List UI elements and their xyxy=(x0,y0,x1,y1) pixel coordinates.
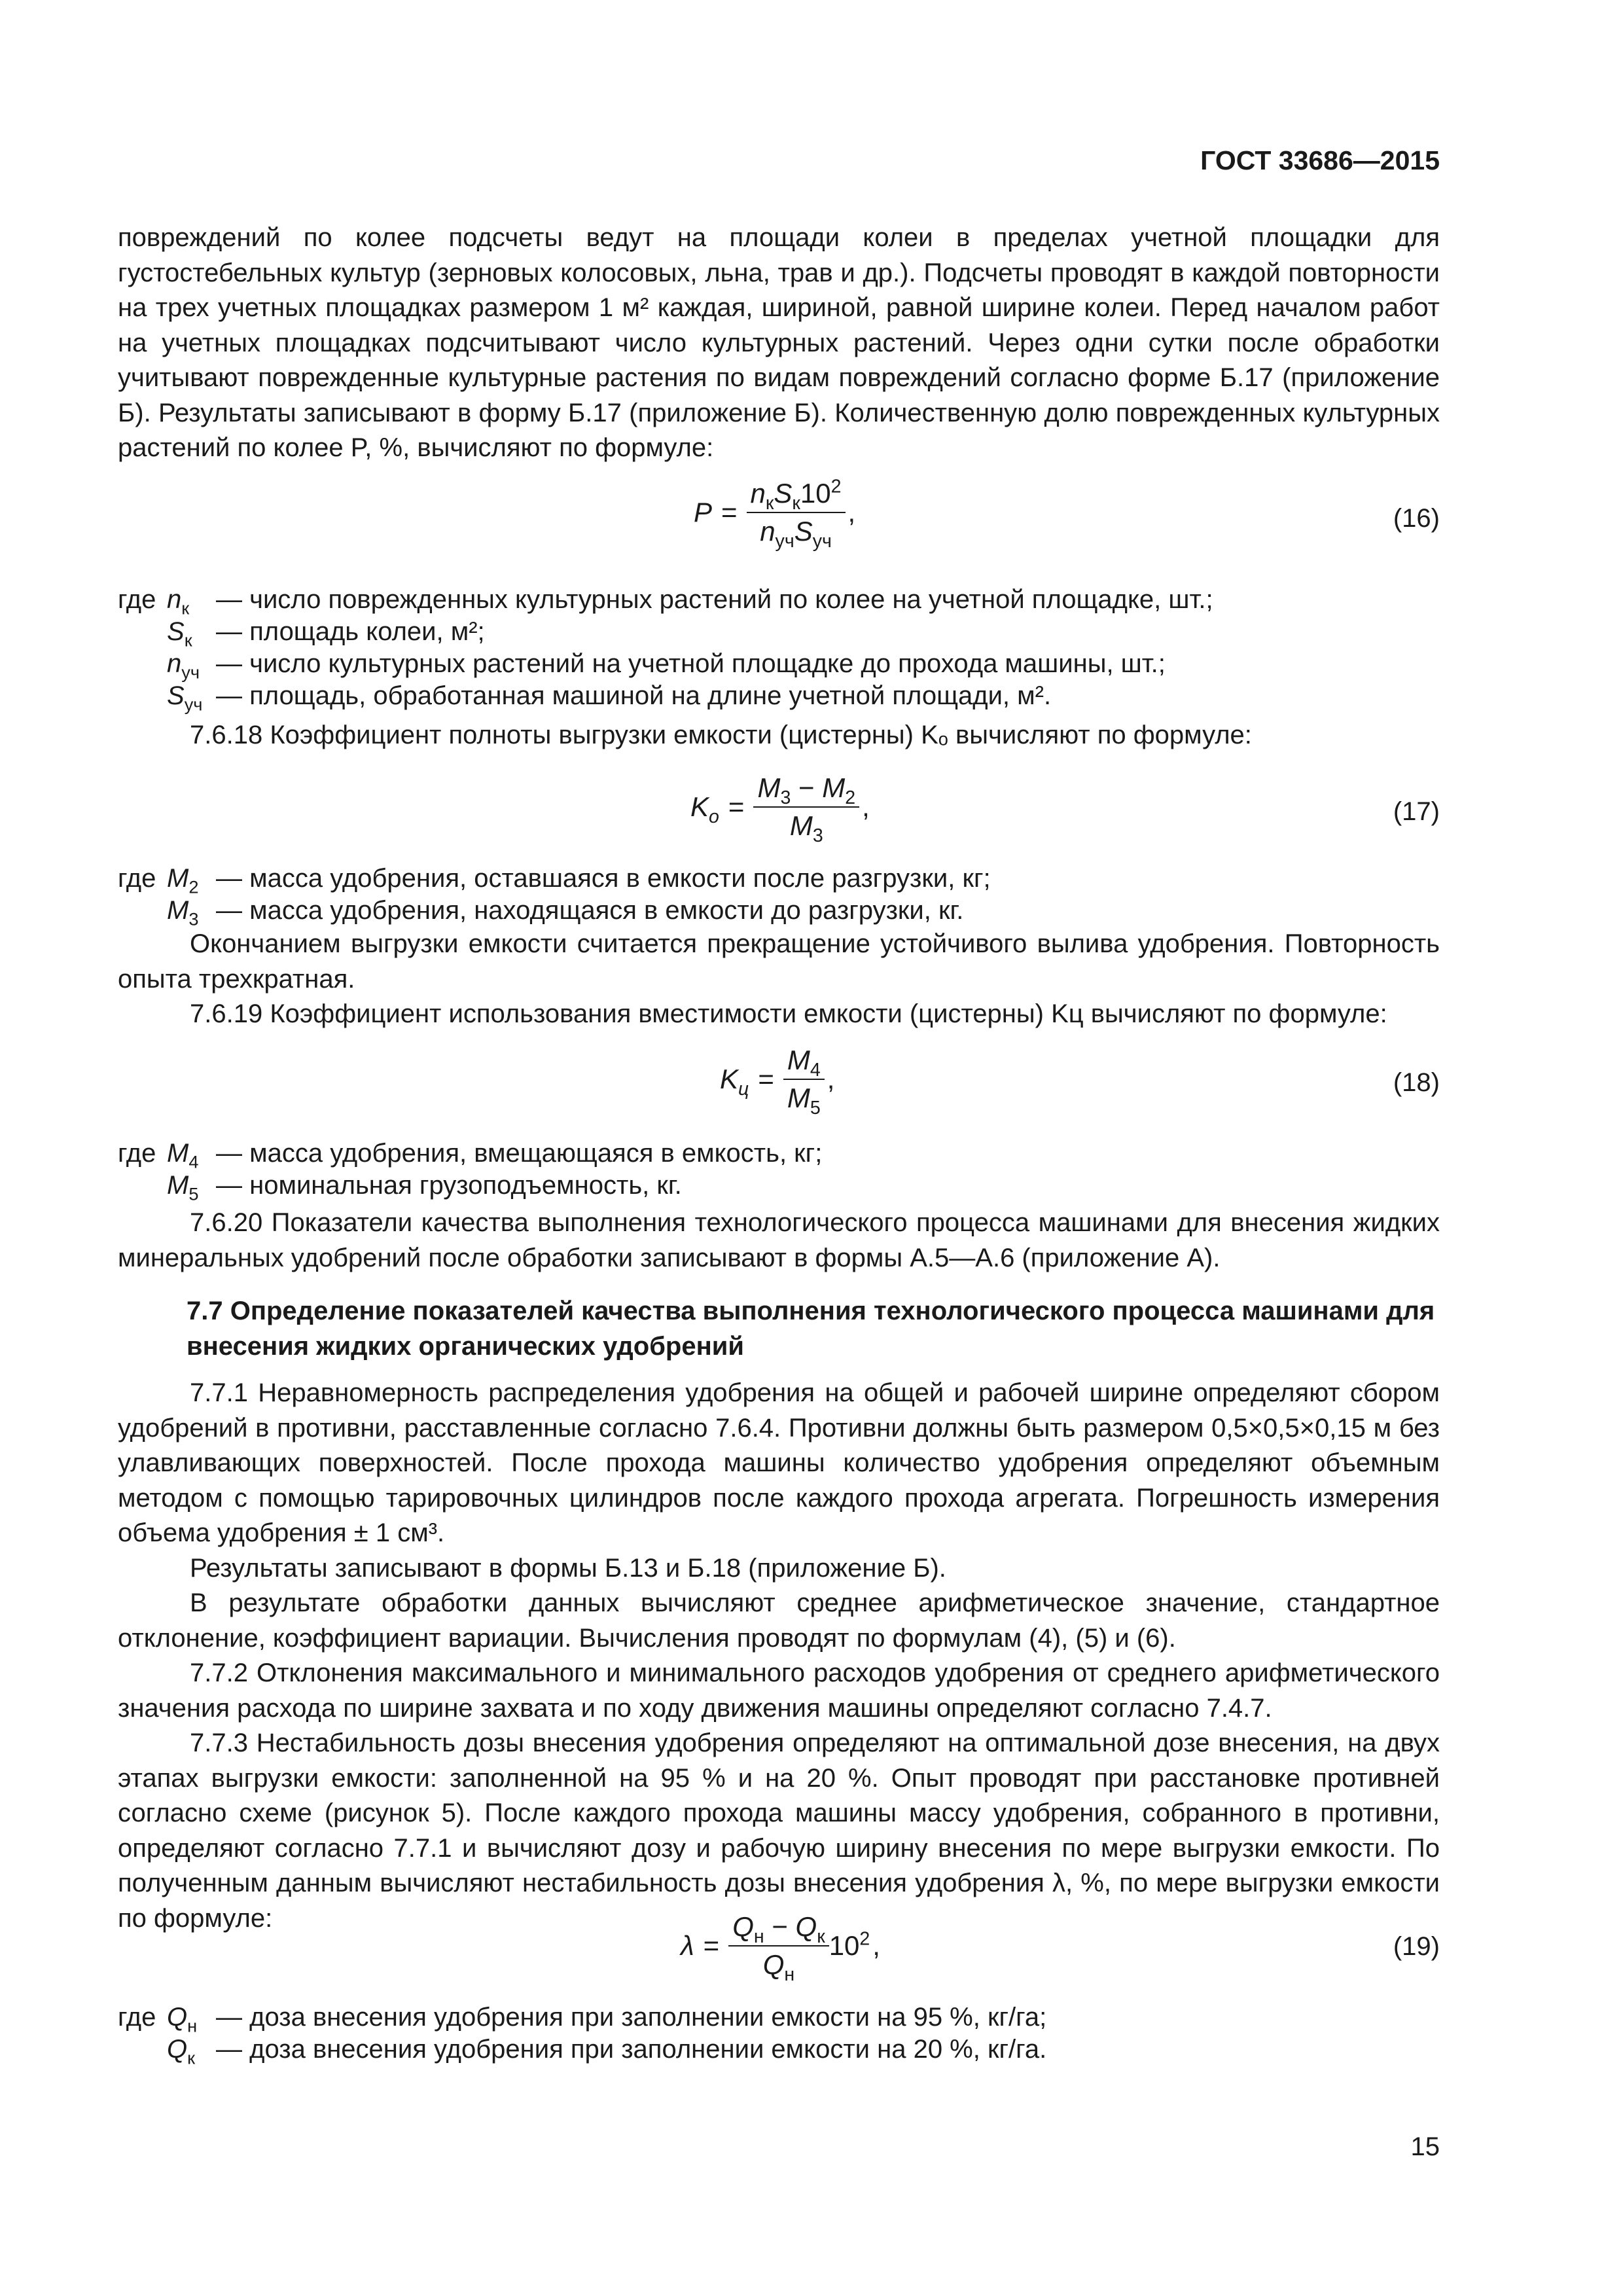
formula-19 xyxy=(118,1911,1440,2003)
paragraph-7-6-20: 7.6.20 Показатели качества выполнения технологического процесса машинами для внесения жидких минеральных удобрений после обработки записывают в формы А.5—А.6 (приложение А). xyxy=(118,1208,1440,1272)
formula-19-body: λ = $\frac{Q_н - Q_к}{Q_н}$ $10^2$ , xyxy=(681,1911,880,1985)
formula-number: (17) xyxy=(1393,797,1440,826)
fraction: $\frac{M_3 - M_2}{M_3}$ xyxy=(753,772,859,842)
where-block-17 xyxy=(118,863,1440,927)
formula-18 xyxy=(118,1045,1440,1136)
where-row: $M_3$ — масса удобрения, находящаяся в емкости до разгрузки, кг. xyxy=(167,896,964,929)
formula-17-body: $K_о$ = $\frac{M_3 - M_2}{M_3}$ , xyxy=(690,772,870,846)
formula-number: (18) xyxy=(1393,1068,1440,1097)
fraction: $\frac{Q_н - Q_к}{Q_н}$ xyxy=(728,1911,829,1981)
formula-number: (16) xyxy=(1393,504,1440,533)
paragraph-7-7-2: 7.7.2 Отклонения максимального и минимального расходов удобрения от среднего арифметического значения расхода по ширине захвата и по ходу движения машины определяют согласно 7.4.7. xyxy=(118,1659,1440,1723)
paragraph-unloading-end: Окончанием выгрузки емкости считается прекращение устойчивого вылива удобрения. Повторность опыта трехкратная. xyxy=(118,929,1440,994)
formula-18-body: $K_ц$ = $\frac{M_4}{M_5}$ , xyxy=(720,1045,835,1119)
paragraph-7-7-3: 7.7.3 Нестабильность дозы внесения удобрения определяют на оптимальной дозе внесения, на двух этапах выгрузки емкости: заполненной на 95 % и на 20 %. Опыт проводят при расстановке противней согласно схеме (рисунок 5). После каждого прохода машины массу удобрения, собранного в противни, определяют согласно 7.7.1 и вычисляют дозу и рабочую ширину внесения по мере выгрузки емкости. По полученным данным вычисляют нестабильность дозы внесения удобрения λ, %, по мере выгрузки емкости по формуле: xyxy=(118,1729,1440,1933)
where-row: где $M_2$ — масса удобрения, оставшаяся в емкости после разгрузки, кг; xyxy=(118,864,991,897)
fraction: $\frac{n_кS_к10^2}{n_{уч}S_{уч}}$ xyxy=(747,478,846,547)
where-row: $S_к$ — площадь колеи, м²; xyxy=(167,617,485,651)
formula-17 xyxy=(118,772,1440,864)
document-page xyxy=(118,0,1440,2296)
paragraph-results-forms: Результаты записывают в формы Б.13 и Б.18 (приложение Б). xyxy=(190,1554,946,1583)
where-row: где $Q_н$ — доза внесения удобрения при заполнении емкости на 95 %, кг/га; xyxy=(118,2003,1047,2036)
where-row: $Q_к$ — доза внесения удобрения при заполнении емкости на 20 %, кг/га. xyxy=(167,2035,1047,2068)
paragraph-7-6-19: 7.6.19 Коэффициент использования вместимости емкости (цистерны) Kц вычисляют по формуле: xyxy=(190,999,1387,1028)
page-number: 15 xyxy=(1410,2132,1440,2161)
formula-16 xyxy=(118,478,1440,569)
where-row: где $M_4$ — масса удобрения, вмещающаяся в емкость, кг; xyxy=(118,1139,823,1172)
section-heading-7-7: 7.7 Определение показателей качества выполнения технологического процесса машинами для внесения жидких органических удобрений xyxy=(187,1297,1435,1361)
standard-code: ГОСТ 33686—2015 xyxy=(1200,145,1440,175)
where-row: где $n_к$ — число поврежденных культурных растений по колее на учетной площадке, шт.; xyxy=(118,585,1213,619)
where-row: $M_5$ — номинальная грузоподъемность, кг. xyxy=(167,1171,682,1204)
where-block-16 xyxy=(118,584,1440,715)
where-row: $S_{уч}$ — площадь, обработанная машиной на длине учетной площади, м². xyxy=(167,681,1052,715)
paragraph-7-7-1: 7.7.1 Неравномерность распределения удобрения на общей и рабочей ширине определяют сбором удобрений в противни, расставленные согласно 7.6.4. Противни должны быть размером 0,5×0,5×0,15 м без улавливающих поверхностей. После прохода машины количество удобрения определяют объемным методом с помощью тарировочных цилиндров после каждого прохода агрегата. Погрешность измерения объема удобрения ± 1 см³. xyxy=(118,1378,1440,1547)
paragraph-data-processing: В результате обработки данных вычисляют среднее арифметическое значение, стандартное отклонение, коэффициент вариации. Вычисления проводят по формулам (4), (5) и (6). xyxy=(118,1588,1440,1653)
formula-number: (19) xyxy=(1393,1932,1440,1961)
paragraph-damage-count: повреждений по колее подсчеты ведут на площади колеи в пределах учетной площадки для густостебельных культур (зерновых колосовых, льна, трав и др.). Подсчеты проводят в каждой повторности на трех учетных площадках размером 1 м² каждая, шириной, равной ширине колеи. Перед началом работ на учетных площадках подсчитывают число культурных растений. Через одни сутки после обработки учитывают поврежденные культурные растения по видам повреждений согласно форме Б.17 (приложение Б). Результаты записывают в форму Б.17 (приложение Б). Количественную долю поврежденных культурных растений по колее P, %, вычисляют по формуле: xyxy=(118,223,1440,462)
where-row: $n_{уч}$ — число культурных растений на учетной площадке до прохода машины, шт.; xyxy=(167,649,1166,683)
where-block-19 xyxy=(118,2001,1440,2066)
where-block-18 xyxy=(118,1138,1440,1202)
fraction: $\frac{M_4}{M_5}$ xyxy=(783,1045,825,1114)
formula-16-body: P = $\frac{n_кS_к10^2}{n_{уч}S_{уч}}$ , xyxy=(694,476,856,552)
paragraph-7-6-18: 7.6.18 Коэффициент полноты выгрузки емкости (цистерны) Kₒ вычисляют по формуле: xyxy=(190,721,1252,749)
